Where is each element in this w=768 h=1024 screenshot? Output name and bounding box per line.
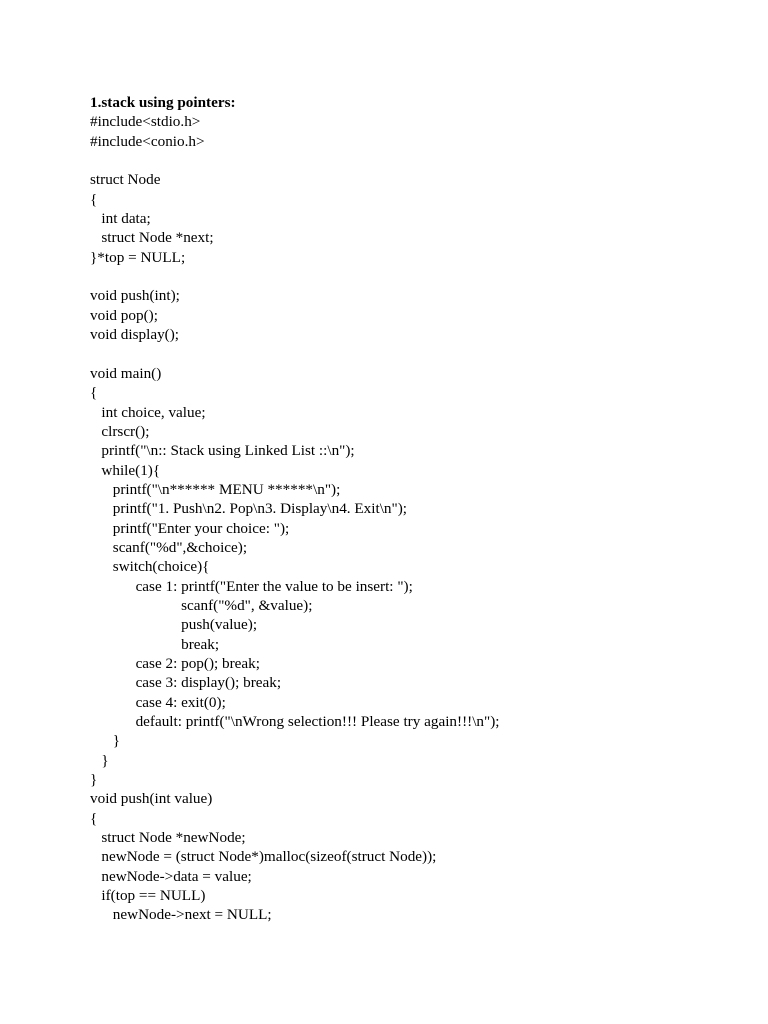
code-line: break;	[90, 635, 220, 653]
code-line	[90, 267, 499, 286]
code-line: {	[90, 190, 98, 208]
code-line: default: printf("\nWrong selection!!! Please try again!!!\n");	[90, 713, 500, 730]
section-heading: 1.stack using pointers:	[90, 94, 236, 111]
code-line: #include<conio.h>	[90, 132, 205, 150]
code-line: case 3: display(); break;	[90, 674, 282, 692]
code-line: printf("1. Push\n2. Pop\n3. Display\n4. Exit\n");	[90, 500, 407, 518]
code-line: scanf("%d", &value);	[90, 596, 313, 614]
code-line: case 1: printf("Enter the value to be insert: ");	[90, 577, 413, 595]
code-line: int choice, value;	[90, 403, 206, 421]
code-line: {	[90, 384, 98, 402]
code-line: {	[90, 809, 98, 827]
code-line	[90, 344, 499, 363]
code-line: newNode = (struct Node*)malloc(sizeof(struct Node));	[90, 848, 437, 866]
code-line: clrscr();	[90, 422, 150, 440]
code-line: }	[90, 732, 121, 750]
document-body	[90, 93, 499, 925]
code-line: void display();	[90, 326, 180, 344]
code-line: while(1){	[90, 461, 161, 479]
code-line: int data;	[90, 210, 151, 228]
code-line: case 4: exit(0);	[90, 693, 226, 711]
code-line: newNode->next = NULL;	[90, 906, 272, 924]
code-line: struct Node	[90, 171, 161, 189]
code-line	[90, 151, 499, 170]
code-line: printf("Enter your choice: ");	[90, 519, 290, 537]
code-line: if(top == NULL)	[90, 887, 206, 905]
code-line: struct Node *newNode;	[90, 829, 246, 847]
code-line: newNode->data = value;	[90, 867, 252, 885]
code-line: }*top = NULL;	[90, 248, 186, 266]
code-line: }	[90, 751, 109, 769]
code-line: void main()	[90, 364, 162, 382]
code-line: push(value);	[90, 616, 258, 634]
code-line: switch(choice){	[90, 558, 210, 576]
code-block	[90, 112, 499, 924]
code-line: case 2: pop(); break;	[90, 654, 260, 672]
code-line: struct Node *next;	[90, 229, 214, 247]
code-line: printf("\n:: Stack using Linked List ::\n");	[90, 442, 355, 460]
code-line: }	[90, 771, 98, 789]
code-line: void pop();	[90, 306, 158, 324]
code-line: void push(int value)	[90, 790, 213, 808]
code-line: void push(int);	[90, 287, 180, 305]
code-line: #include<stdio.h>	[90, 113, 201, 131]
code-line: printf("\n****** MENU ******\n");	[90, 480, 341, 498]
code-line: scanf("%d",&choice);	[90, 538, 248, 556]
